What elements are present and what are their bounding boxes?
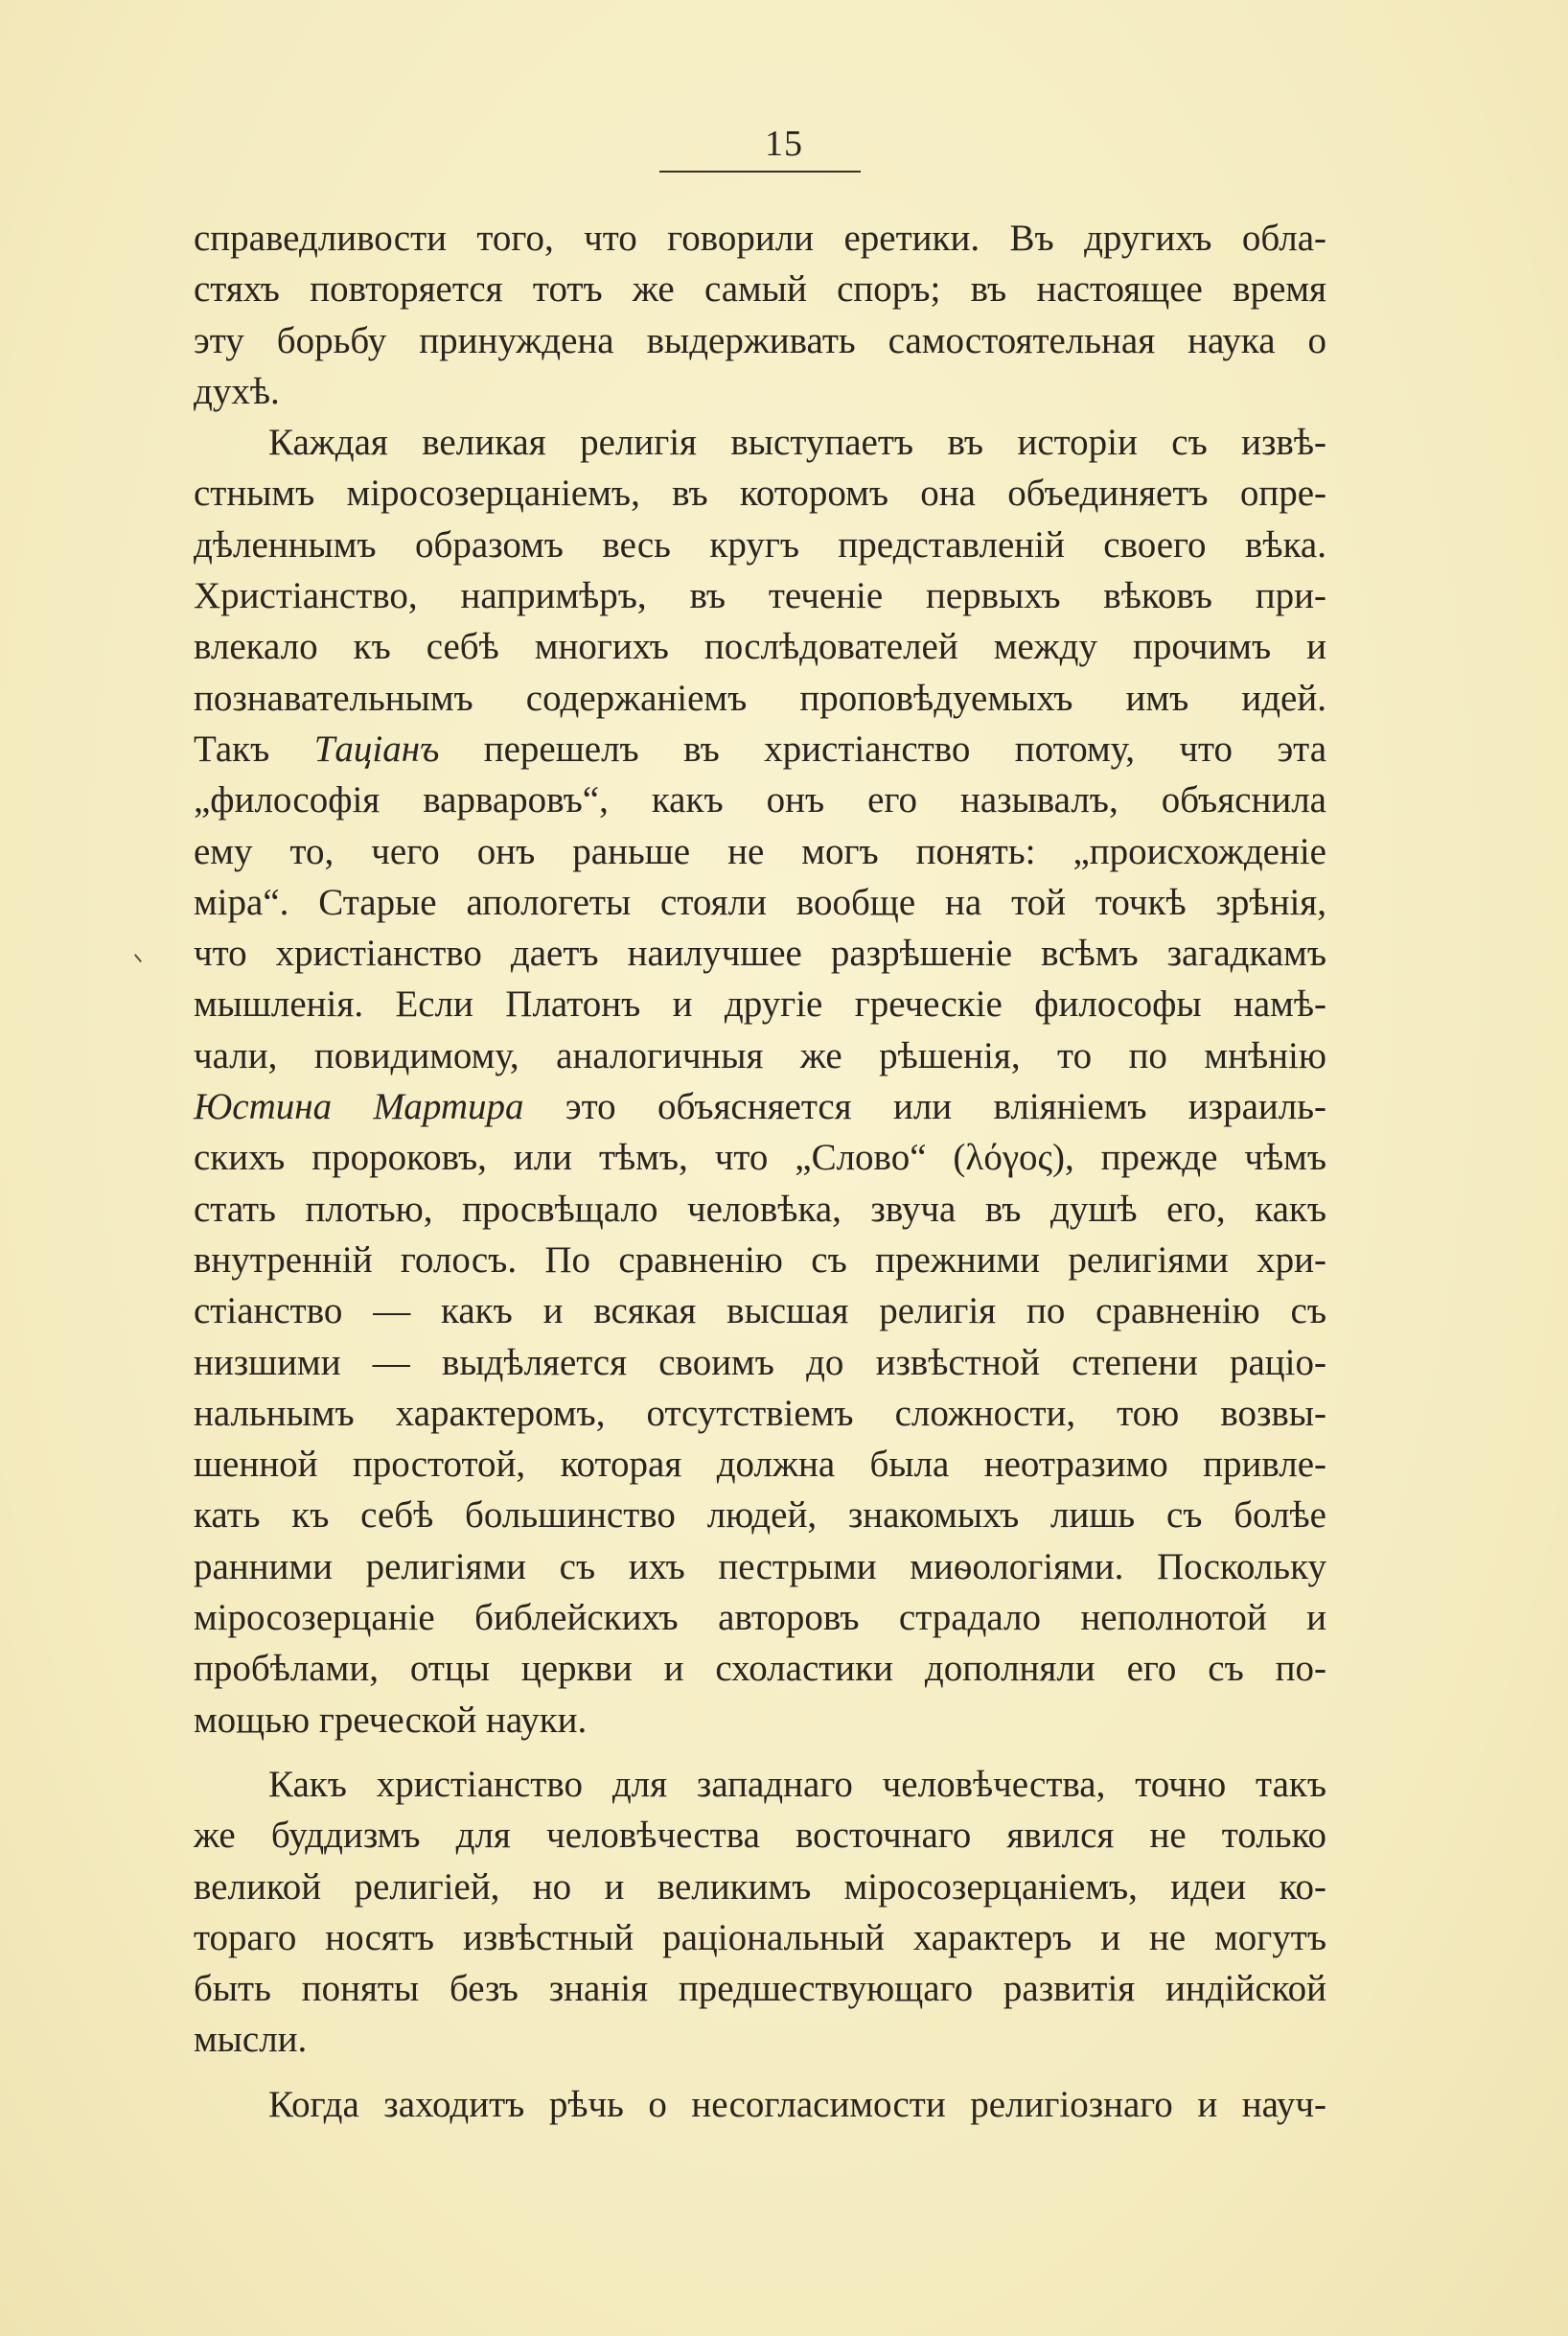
text-line: влекало къ себѣ многихъ послѣдователей между прочимъ и [194,626,1326,668]
text-line: кать къ себѣ большинство людей, знакомыхъ лишь съ болѣе [194,1494,1326,1537]
text-line: же буддизмъ для человѣчества восточнаго явился не только [194,1815,1326,1857]
text-line: мощью греческой науки. [194,1699,588,1741]
margin-mark [134,949,148,962]
text-line: скихъ пророковъ, или тѣмъ, что „Слово“ (λόγος), прежде чѣмъ [194,1137,1326,1179]
name-tatian: Тaціанъ [313,728,440,770]
body-text [194,213,1326,2130]
header-rule [659,171,861,173]
text-line: ранними религіями съ ихъ пестрыми миѳологіями. Поскольку [194,1545,1326,1587]
text-line: стнымъ міросозерцаніемъ, въ которомъ она объединяетъ опре- [194,473,1326,515]
text-line: чали, повидимому, аналогичныя же рѣшенія, то по мнѣнію [194,1034,1326,1076]
text-line: познавательнымъ содержаніемъ проповѣдуемыхъ имъ идей. [194,677,1326,719]
paragraph-gap [194,2066,1326,2079]
text-line: ему то, чего онъ раньше не могъ понять: „происхожденіе [194,830,1326,872]
text-line: дѣленнымъ образомъ весь кругъ представленій своего вѣка. [194,523,1326,566]
text-line: пробѣлами, отцы церкви и схоластики дополняли его съ по- [194,1648,1326,1690]
text-line: міросозерцаніе библейскихъ авторовъ страдало неполнотой и [194,1597,1326,1639]
text-segment: это объясняется или вліяніемъ израиль- [565,1086,1327,1128]
text-line: эту борьбу принуждена выдерживать самостоятельная наука о [194,319,1326,361]
text-line: мышленія. Если Платонъ и другіе греческіе философы намѣ- [194,983,1326,1026]
text-line: стать плотью, просвѣщало человѣка, звуча въ душѣ его, какъ [194,1188,1326,1230]
name-justin-martyr: Юстина Мартира [194,1086,524,1128]
text-line: низшими — выдѣляется своимъ до извѣстной степени раціо- [194,1341,1326,1383]
text-line: шенной простотой, которая должна была неотразимо привле- [194,1444,1326,1486]
page-number: 15 [765,124,803,164]
text-line: Каждая великая религія выступаетъ въ исторіи съ извѣ- [268,422,1326,464]
text-line: міра“. Старые апологеты стояли вообще на той точкѣ зрѣнія, [194,881,1326,923]
text-line: справедливости того, что говорили еретики. Въ другихъ обла- [194,218,1326,259]
text-line: „философія варваровъ“, какъ онъ его называлъ, объяснила [194,779,1326,821]
text-line: великой религіей, но и великимъ міросозерцаніемъ, идеи ко- [194,1865,1326,1908]
text-line: что христіанство даетъ наилучшее разрѣшеніе всѣмъ загадкамъ [194,933,1326,975]
text-segment: Такъ [194,728,270,770]
text-line [194,724,1326,775]
text-line: стяхъ повторяется тотъ же самый споръ; въ настоящее время [194,268,1326,311]
text-line: Когда заходитъ рѣчь о несогласимости религіознаго и науч- [268,2083,1326,2125]
text-line: мысли. [194,2019,308,2061]
text-line: стіанство — какъ и всякая высшая религія по сравненію съ [194,1290,1326,1332]
text-line: тораго носятъ извѣстный раціональный характеръ и не могутъ [194,1916,1326,1958]
paragraph-gap [194,1746,1326,1759]
text-line: духѣ. [194,370,280,412]
text-line: быть поняты безъ знанія предшествующаго развитія индійской [194,1968,1326,2010]
text-line: Христіанство, напримѣръ, въ теченіе первыхъ вѣковъ при- [194,575,1326,617]
text-line [194,1081,1326,1132]
text-line: Какъ христіанство для западнаго человѣчества, точно такъ [268,1763,1326,1805]
text-segment: перешелъ въ христіанство потому, что эта [483,728,1327,770]
text-line: нальнымъ характеромъ, отсутствіемъ сложности, тою возвы- [194,1392,1326,1434]
text-line: внутренній голосъ. По сравненію съ прежними религіями хри- [194,1238,1326,1281]
